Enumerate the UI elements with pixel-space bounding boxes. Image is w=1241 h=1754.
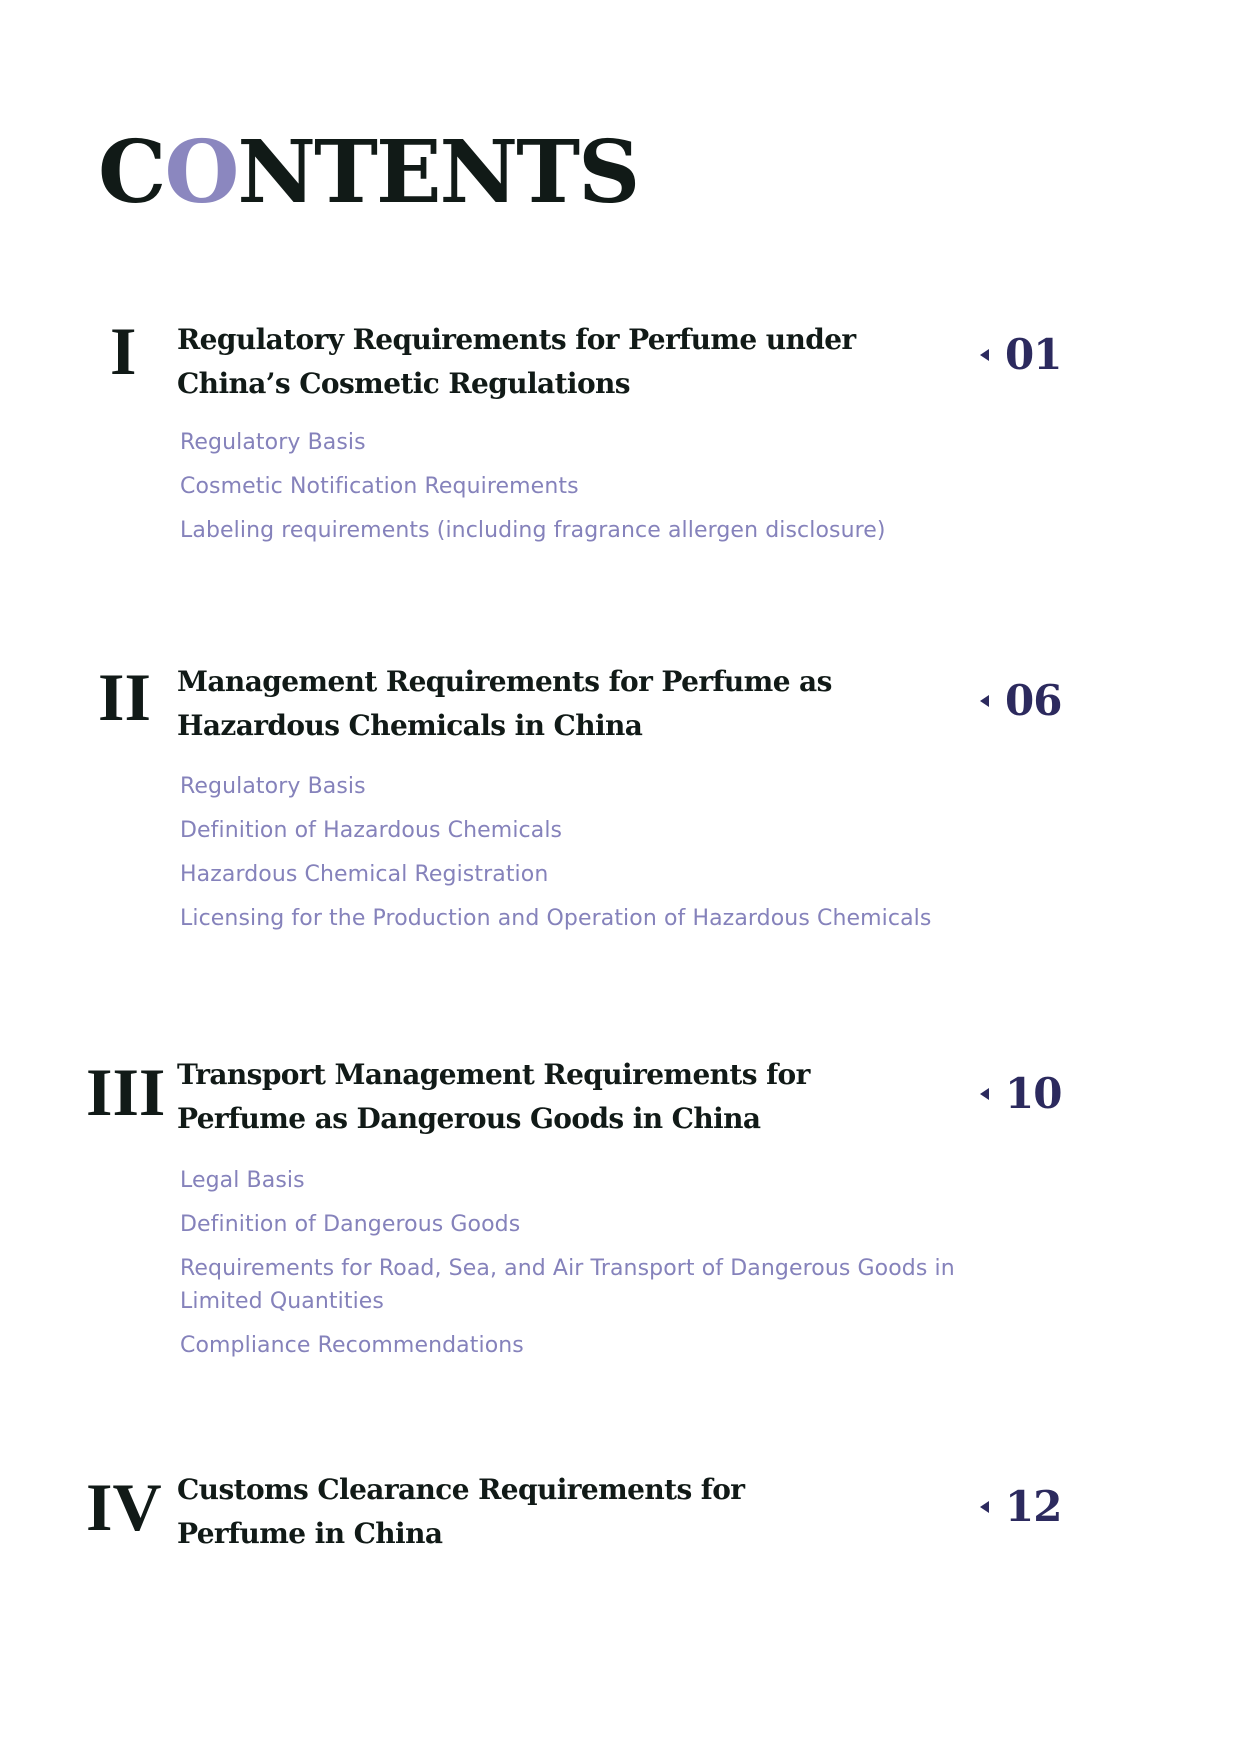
subitem-list: [180, 1164, 1000, 1373]
subitem[interactable]: Hazardous Chemical Registration: [180, 862, 549, 887]
title-accent-letter: O: [164, 122, 238, 223]
section-heading[interactable]: Regulatory Requirements for Perfume under China’s Cosmetic Regulations: [177, 323, 856, 400]
subitem[interactable]: Regulatory Basis: [180, 430, 366, 455]
section-numeral: IV: [86, 1469, 162, 1545]
page-number: 12: [1005, 1482, 1062, 1531]
page-reference[interactable]: [980, 330, 1061, 380]
left-triangle-icon: [980, 1501, 989, 1513]
section-numeral: I: [110, 313, 137, 389]
page-reference[interactable]: [980, 1482, 1061, 1532]
page-number: 10: [1005, 1069, 1062, 1118]
subitem[interactable]: Definition of Hazardous Chemicals: [180, 818, 563, 843]
subitem[interactable]: Definition of Dangerous Goods: [180, 1212, 521, 1237]
subitem[interactable]: Regulatory Basis: [180, 774, 366, 799]
page-reference[interactable]: [980, 1069, 1061, 1119]
left-triangle-icon: [980, 1088, 989, 1100]
left-triangle-icon: [980, 695, 989, 707]
title-rest: NTENTS: [237, 122, 639, 223]
subitem[interactable]: Legal Basis: [180, 1168, 305, 1193]
subitem[interactable]: Cosmetic Notification Requirements: [180, 474, 579, 499]
subitem[interactable]: Labeling requirements (including fragrance allergen disclosure): [180, 518, 886, 543]
subitem[interactable]: Licensing for the Production and Operation of Hazardous Chemicals: [180, 906, 932, 931]
subitem-list: [180, 426, 1000, 558]
subitem-list: [180, 770, 1000, 946]
section-numeral: III: [86, 1054, 166, 1130]
subitem[interactable]: Requirements for Road, Sea, and Air Transport of Dangerous Goods in Limited Quantities: [180, 1256, 955, 1314]
section-numeral: II: [98, 659, 151, 735]
left-triangle-icon: [980, 349, 989, 361]
section-heading[interactable]: Customs Clearance Requirements for Perfume in China: [177, 1473, 745, 1550]
page-reference[interactable]: [980, 676, 1061, 726]
subitem[interactable]: Compliance Recommendations: [180, 1333, 524, 1358]
section-heading[interactable]: Management Requirements for Perfume as Hazardous Chemicals in China: [177, 665, 832, 742]
section-heading[interactable]: Transport Management Requirements for Perfume as Dangerous Goods in China: [177, 1058, 810, 1135]
page-number: 01: [1005, 330, 1062, 379]
page-title: [98, 118, 638, 228]
page-number: 06: [1005, 676, 1062, 725]
title-first-letter: C: [98, 122, 165, 223]
